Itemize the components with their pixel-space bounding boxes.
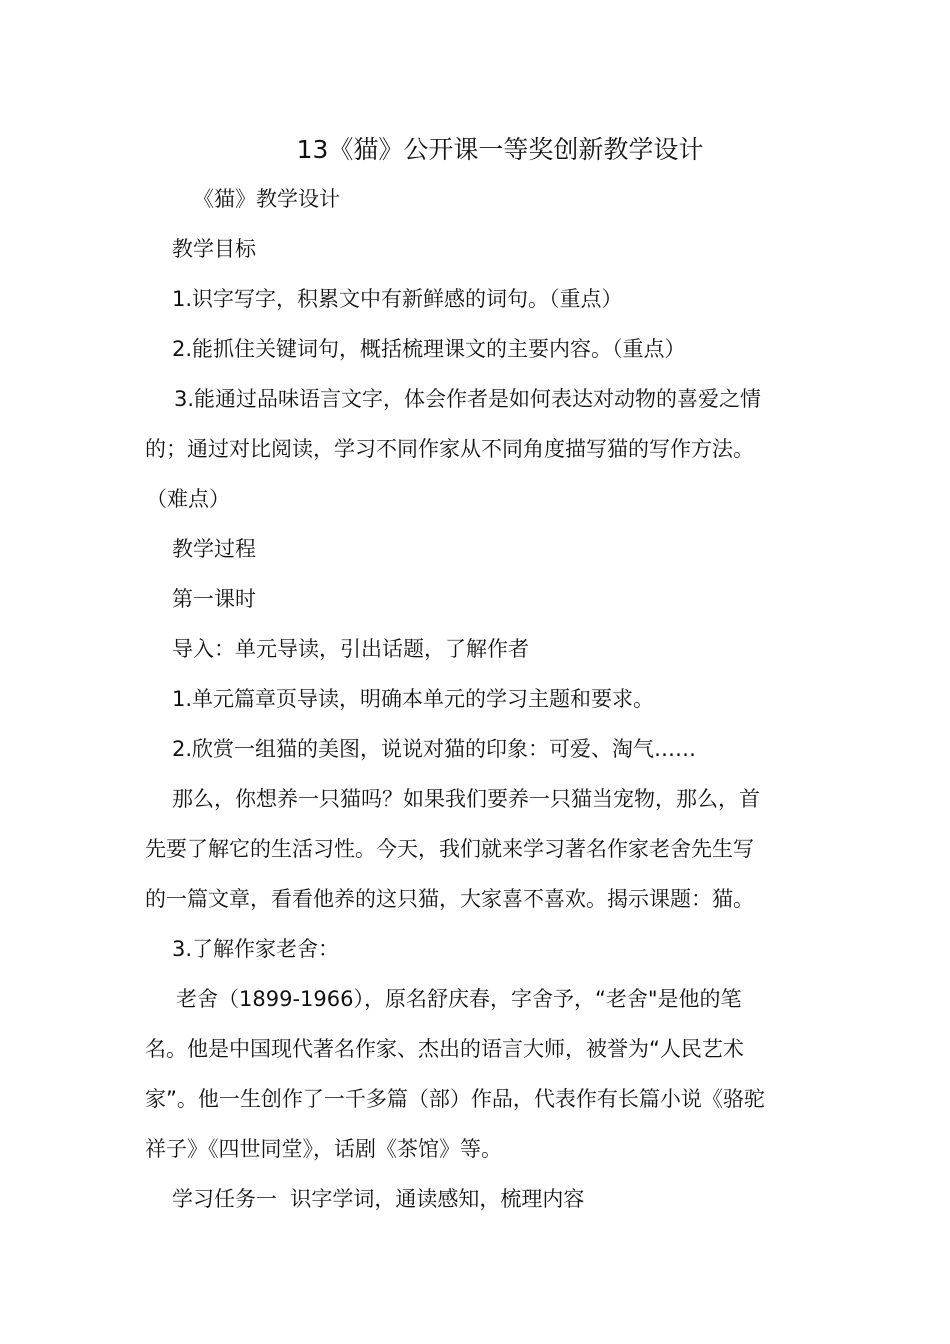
paragraph-line: 2.能抓住关键词句，概括梳理课文的主要内容。（重点） bbox=[172, 337, 686, 361]
paragraph-line: 老舍（1899-1966），原名舒庆春，字舍予，“老舍"是他的笔 bbox=[176, 987, 742, 1011]
heading-learning-task-one: 学习任务一 识字学词，通读感知，梳理内容 bbox=[172, 1187, 585, 1211]
heading-teaching-process: 教学过程 bbox=[172, 537, 256, 561]
paragraph-line: 2.欣赏一组猫的美图，说说对猫的印象：可爱、淘气…… bbox=[172, 737, 697, 761]
document-title: 13《猫》公开课一等奖创新教学设计 bbox=[296, 135, 704, 164]
paragraph-line: 1.识字写字，积累文中有新鲜感的词句。（重点） bbox=[172, 287, 623, 311]
paragraph-line: 导入：单元导读，引出话题，了解作者 bbox=[172, 637, 529, 661]
document-subtitle: 《猫》教学设计 bbox=[193, 187, 340, 211]
paragraph-line: 那么，你想养一只猫吗？如果我们要养一只猫当宠物，那么，首 bbox=[172, 787, 760, 811]
paragraph-line: 3.了解作家老舍： bbox=[172, 937, 340, 961]
paragraph-line: 3.能通过品味语言文字，体会作者是如何表达对动物的喜爱之情 bbox=[174, 387, 762, 411]
paragraph-line: 名。他是中国现代著名作家、杰出的语言大师，被誉为“人民艺术 bbox=[145, 1037, 744, 1061]
heading-first-lesson: 第一课时 bbox=[172, 587, 256, 611]
paragraph-line: 的一篇文章，看看他养的这只猫，大家喜不喜欢。揭示课题：猫。 bbox=[145, 887, 754, 911]
paragraph-line: 的；通过对比阅读，学习不同作家从不同角度描写猫的写作方法。 bbox=[145, 437, 754, 461]
paragraph-line: （难点） bbox=[146, 487, 230, 511]
heading-teaching-goals: 教学目标 bbox=[172, 237, 256, 261]
paragraph-line: 祥子》《四世同堂》，话剧《茶馆》等。 bbox=[145, 1137, 502, 1161]
paragraph-line: 家”。他一生创作了一千多篇（部）作品，代表作有长篇小说《骆驼 bbox=[145, 1087, 765, 1111]
paragraph-line: 先要了解它的生活习性。今天，我们就来学习著名作家老舍先生写 bbox=[145, 837, 754, 861]
paragraph-line: 1.单元篇章页导读，明确本单元的学习主题和要求。 bbox=[172, 687, 655, 711]
